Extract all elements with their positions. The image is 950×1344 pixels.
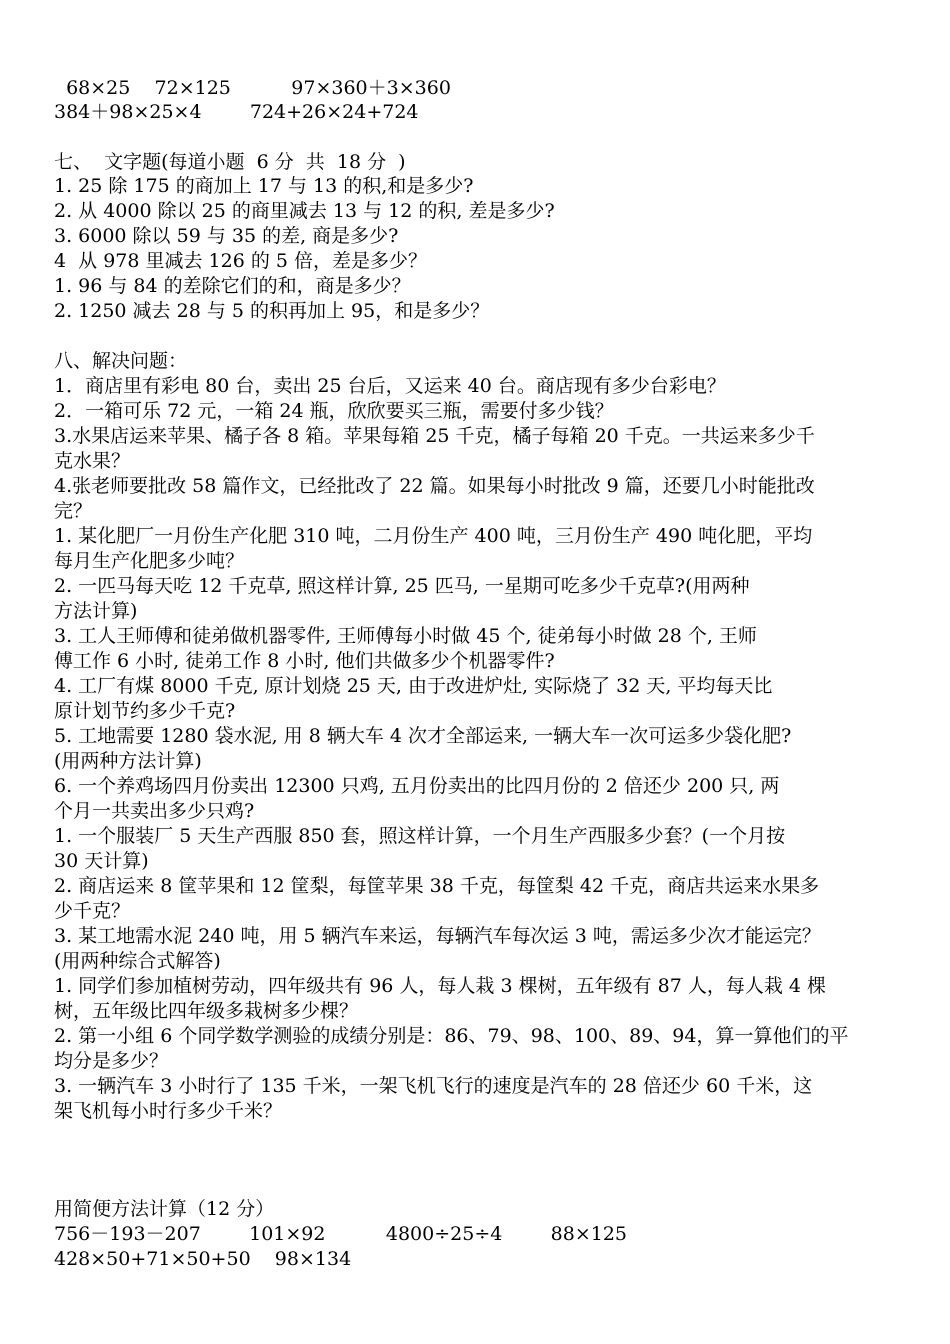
word-problem-5: 1. 96 与 84 的差除它们的和，商是多少？ [54,275,411,297]
problem-line: 1. 某化肥厂一月份生产化肥 310 吨，二月份生产 400 吨，三月份生产 490 吨化肥，平均 [54,525,813,547]
problem-line: 6. 一个养鸡场四月份卖出 12300 只鸡, 五月份卖出的比四月份的 2 倍还少 200 只, 两 [54,775,780,797]
problem-line: 2. 第一小组 6 个同学数学测验的成绩分别是：86、79、98、100、89、94，算一算他们的平 [54,1025,849,1047]
problem-line: 架飞机每小时行多少千米？ [54,1100,283,1122]
problem-line: 1. 同学们参加植树劳动，四年级共有 96 人，每人栽 3 棵树，五年级有 87 人，每人栽 4 棵 [54,975,827,997]
problem-line: 3.水果店运来苹果、橘子各 8 箱。苹果每箱 25 千克，橘子每箱 20 千克。一共运来多少千 [54,425,815,447]
problem-line: 个月一共卖出多少只鸡? [54,800,255,822]
problem-line: 克水果？ [54,450,131,472]
calc-line-1: 68×25 72×125 97×360＋3×360 [54,77,451,99]
simple-calc-line-1: 756－193－207 101×92 4800÷25÷4 88×125 [54,1223,628,1245]
problem-line: (用两种综合式解答) [54,950,221,972]
section-8-heading: 八、解决问题： [54,350,188,372]
problem-line: 4.张老师要批改 58 篇作文，已经批改了 22 篇。如果每小时批改 9 篇，还要几小时能批改 [54,475,815,497]
word-problem-4: 4 从 978 里减去 126 的 5 倍，差是多少？ [54,250,428,272]
problem-line: 每月生产化肥多少吨？ [54,550,245,572]
problem-line: 树，五年级比四年级多栽树多少棵？ [54,1000,359,1022]
simple-calc-line-2: 428×50+71×50+50 98×134 [54,1248,352,1270]
problem-line: 30 天计算) [54,850,149,872]
problem-line: 方法计算) [54,600,138,622]
problem-line: 2. 商店运来 8 筐苹果和 12 筐梨，每筐苹果 38 千克，每筐梨 42 千克，商店共运来水果多 [54,875,820,897]
word-problem-1: 1. 25 除 175 的商加上 17 与 13 的积,和是多少? [54,175,474,197]
problem-line: 1．商店里有彩电 80 台，卖出 25 台后，又运来 40 台。商店现有多少台彩电？ [54,375,726,397]
problem-line: 4. 工厂有煤 8000 千克, 原计划烧 25 天, 由于改进炉灶, 实际烧了 32 天, 平均每天比 [54,675,773,697]
calc-line-2: 384＋98×25×4 724+26×24+724 [54,101,419,123]
problem-line: 完？ [54,500,93,522]
problem-line: (用两种方法计算) [54,750,202,772]
word-problem-3: 3. 6000 除以 59 与 35 的差, 商是多少? [54,225,399,247]
problem-line: 3. 某工地需水泥 240 吨，用 5 辆汽车来运，每辆汽车每次运 3 吨，需运多少次才能运完？ [54,925,821,947]
word-problem-6: 2. 1250 减去 28 与 5 的积再加上 95，和是多少？ [54,300,490,322]
problem-line: 均分是多少？ [54,1050,169,1072]
problem-line: 1. 一个服装厂 5 天生产西服 850 套，照这样计算，一个月生产西服多少套？(一个月按 [54,825,786,847]
problem-line: 2. 一匹马每天吃 12 千克草, 照这样计算, 25 匹马, 一星期可吃多少千克草?(用两种 [54,575,750,597]
simple-calc-heading: 用简便方法计算（12 分） [54,1198,275,1220]
problem-line: 3. 一辆汽车 3 小时行了 135 千米，一架飞机飞行的速度是汽车的 28 倍还少 60 千米，这 [54,1075,813,1097]
section-7-heading: 七、 文字题(每道小题 6 分 共 18 分 ) [54,151,406,173]
problem-line: 傅工作 6 小时, 徒弟工作 8 小时, 他们共做多少个机器零件? [54,650,555,672]
problem-line: 5. 工地需要 1280 袋水泥, 用 8 辆大车 4 次才全部运来, 一辆大车一次可运多少袋化肥? [54,725,792,747]
word-problem-2: 2. 从 4000 除以 25 的商里减去 13 与 12 的积, 差是多少? [54,200,555,222]
problem-line: 少千克？ [54,900,131,922]
problem-line: 3. 工人王师傅和徒弟做机器零件, 王师傅每小时做 45 个, 徒弟每小时做 28 个, 王师 [54,625,757,647]
problem-line: 原计划节约多少千克? [54,700,236,722]
problem-line: 2．一箱可乐 72 元，一箱 24 瓶，欣欣要买三瓶，需要付多少钱？ [54,400,614,422]
